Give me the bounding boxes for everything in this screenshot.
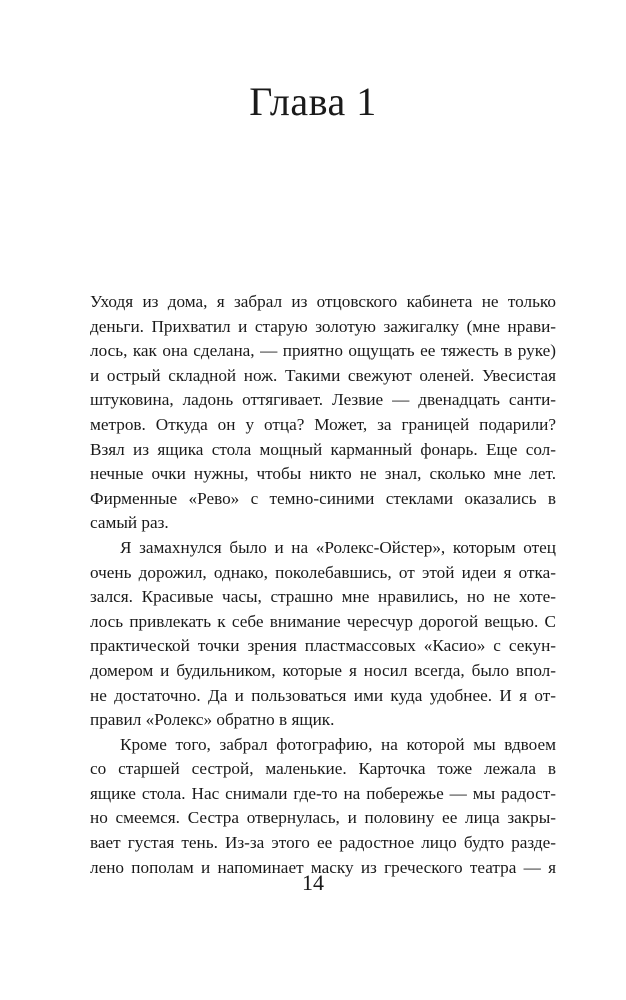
text-line: Уходя из дома, я забрал из отцовского кабинета не только [90,292,556,311]
text-line: не достаточно. Да и пользоваться ими куда удобнее. И я от- [90,685,556,705]
text-line: вает густая тень. Из-за этого ее радостное лицо будто разде- [90,833,556,853]
page-number: 14 [302,870,324,895]
chapter-title: Глава 1 [249,79,377,124]
text-line: зался. Красивые часы, страшно мне нравились, но не хоте- [90,587,556,607]
text-line: со старшей сестрой, маленькие. Карточка тоже лежала в [90,759,556,779]
text-line: деньги. Прихватил и старую золотую зажигалку (мне нрави- [90,316,556,336]
text-line: лено пополам и напоминает маску из греческого театра — я [90,857,556,877]
text-line: домером и будильником, которые я носил всегда, было впол- [90,660,556,680]
text-line: практической точки зрения пластмассовых «Касио» с секун- [90,636,556,656]
text-line: Взял из ящика стола мощный карманный фонарь. Еще сол- [90,439,556,459]
text-line: лось привлекать к себе внимание чересчур дорогой вещью. С [90,611,556,631]
text-line: штуковина, ладонь оттягивает. Лезвие — двенадцать санти- [90,390,556,410]
text-line: Я замахнулся было и на «Ролекс-Ойстер», которым отец [120,537,556,557]
body-text [90,290,556,880]
text-line: правил «Ролекс» обратно в ящик. [90,710,335,730]
text-line: лось, как она сделана, — приятно ощущать ее тяжесть в руке) [90,341,556,361]
text-line: и острый складной нож. Такими свежуют оленей. Увесистая [90,365,556,385]
text-line: Фирменные «Рево» с темно-синими стеклами оказались в [90,488,556,508]
text-line: метров. Откуда он у отца? Может, за границей подарили? [90,414,556,434]
text-line: нечные очки нужны, чтобы никто не знал, сколько мне лет. [90,464,556,484]
text-line: но смеемся. Сестра отвернулась, и половину ее лица закры- [90,808,556,828]
text-line: ящике стола. Нас снимали где-то на побережье — мы радост- [90,783,556,803]
text-line: Кроме того, забрал фотографию, на которой мы вдвоем [120,734,556,754]
text-line: самый раз. [90,513,169,533]
text-line: очень дорожил, однако, поколебавшись, от этой идеи я отка- [90,562,556,582]
